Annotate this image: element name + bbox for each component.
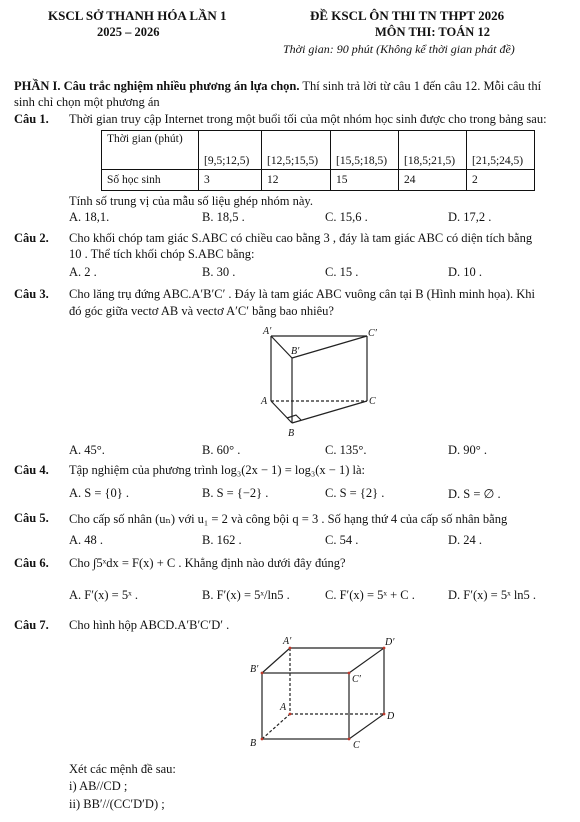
q1-label: Câu 1. bbox=[14, 112, 49, 126]
header-left-year: 2025 – 2026 bbox=[97, 25, 160, 39]
table-interval: [12,5;15,5) bbox=[262, 131, 331, 170]
q1-option-c: C. 15,6 . bbox=[325, 210, 368, 224]
box-label-d: D bbox=[387, 711, 395, 722]
box-label-a: A bbox=[280, 702, 287, 713]
parallelepiped-figure bbox=[247, 636, 407, 756]
table-interval: [15,5;18,5) bbox=[331, 131, 399, 170]
q3-option-d: D. 90° . bbox=[448, 443, 488, 457]
box-label-b: B bbox=[250, 738, 257, 749]
q1-frequency-table bbox=[101, 130, 535, 191]
q4-option-c: C. S = {2} . bbox=[325, 486, 385, 500]
table-count: 2 bbox=[467, 170, 535, 191]
q6-option-a: A. F′(x) = 5ˣ . bbox=[69, 588, 138, 602]
box-label-c-prime: C′ bbox=[352, 674, 361, 685]
q5-text: Cho cấp số nhân (uₙ) với u₁ = 2 và công bội q = 3 . Số hạng thứ 4 của cấp số nhân bằng bbox=[69, 512, 508, 526]
part1-heading bbox=[14, 79, 541, 94]
q2-option-b: B. 30 . bbox=[202, 265, 236, 279]
q4-label: Câu 4. bbox=[14, 463, 49, 477]
q6-text: Cho ∫5ˣdx = F(x) + C . Khẳng định nào dưới đây đúng? bbox=[69, 556, 346, 570]
q2-line2: 10 . Thể tích khối chóp S.ABC bằng: bbox=[69, 247, 255, 261]
q4-option-d: D. S = ∅ . bbox=[448, 487, 501, 501]
table-interval: [18,5;21,5) bbox=[399, 131, 467, 170]
q5-option-c: C. 54 . bbox=[325, 533, 359, 547]
q1-option-d: D. 17,2 . bbox=[448, 210, 492, 224]
q2-option-d: D. 10 . bbox=[448, 265, 483, 279]
q5-option-a: A. 48 . bbox=[69, 533, 104, 547]
q3-option-a: A. 45°. bbox=[69, 443, 105, 457]
q1-text: Thời gian truy cập Internet trong một buổi tối của một nhóm học sinh được cho trong bảng sau: bbox=[69, 112, 547, 126]
q7-text: Cho hình hộp ABCD.A′B′C′D′ . bbox=[69, 618, 230, 632]
q2-label: Câu 2. bbox=[14, 231, 49, 245]
prism-label-c: C bbox=[369, 396, 376, 407]
header-right-subject: MÔN THI: TOÁN 12 bbox=[375, 25, 490, 39]
prism-label-b: B bbox=[288, 428, 295, 439]
prism-label-a-prime: A′ bbox=[263, 326, 272, 337]
table-count: 12 bbox=[262, 170, 331, 191]
q7-statements-intro: Xét các mệnh đề sau: bbox=[69, 762, 176, 776]
part1-title: PHẦN I. Câu trắc nghiệm nhiều phương án lựa chọn. bbox=[14, 79, 300, 93]
table-interval: [21,5;24,5) bbox=[467, 131, 535, 170]
prism-figure bbox=[255, 326, 395, 441]
q6-label: Câu 6. bbox=[14, 556, 49, 570]
box-label-c: C bbox=[353, 740, 360, 751]
q5-option-b: B. 162 . bbox=[202, 533, 242, 547]
q4-option-a: A. S = {0} . bbox=[69, 486, 130, 500]
prism-label-a: A bbox=[261, 396, 268, 407]
q4-option-b: B. S = {−2} . bbox=[202, 486, 269, 500]
table-count: 3 bbox=[199, 170, 262, 191]
box-label-a-prime: A′ bbox=[283, 636, 292, 647]
table-count: 15 bbox=[331, 170, 399, 191]
table-interval: [9,5;12,5) bbox=[199, 131, 262, 170]
q3-line2: đó góc giữa vectơ AB và vectơ A′C′ bằng bao nhiêu? bbox=[69, 304, 334, 318]
q6-option-d: D. F′(x) = 5ˣ ln5 . bbox=[448, 588, 537, 602]
q2-option-a: A. 2 . bbox=[69, 265, 97, 279]
q6-option-b: B. F′(x) = 5ˣ/ln5 . bbox=[202, 588, 290, 602]
header-right-time: Thời gian: 90 phút (Không kể thời gian phát đề) bbox=[283, 42, 515, 56]
prism-label-b-prime: B′ bbox=[291, 346, 300, 357]
q7-statement-i: i) AB//CD ; bbox=[69, 779, 128, 793]
prism-label-c-prime: C′ bbox=[368, 328, 377, 339]
q6-option-c: C. F′(x) = 5ˣ + C . bbox=[325, 588, 415, 602]
header-right-title: ĐỀ KSCL ÔN THI TN THPT 2026 bbox=[310, 8, 505, 23]
q1-question: Tính số trung vị của mẫu số liệu ghép nhóm này. bbox=[69, 194, 313, 208]
q5-label: Câu 5. bbox=[14, 511, 49, 525]
q3-label: Câu 3. bbox=[14, 287, 49, 301]
part1-instruction-a: Thí sinh trả lời từ câu 1 đến câu 12. Mỗi câu thí bbox=[299, 79, 542, 93]
q7-label: Câu 7. bbox=[14, 618, 49, 632]
table-header-cell: Thời gian (phút) bbox=[102, 131, 199, 170]
box-label-d-prime: D′ bbox=[385, 637, 395, 648]
q2-line1: Cho khối chóp tam giác S.ABC có chiều cao bằng 3 , đáy là tam giác ABC có diện tích bằng bbox=[69, 231, 533, 245]
q7-statement-ii: ii) BB′//(CC′D′D) ; bbox=[69, 797, 165, 811]
q3-option-c: C. 135°. bbox=[325, 443, 367, 457]
q1-option-a: A. 18,1. bbox=[69, 210, 110, 224]
q5-option-d: D. 24 . bbox=[448, 533, 483, 547]
table-row-label: Số học sinh bbox=[102, 170, 199, 191]
box-label-b-prime: B′ bbox=[250, 664, 259, 675]
part1-instruction-b: sinh chỉ chọn một phương án bbox=[14, 95, 160, 109]
q2-option-c: C. 15 . bbox=[325, 265, 359, 279]
q3-line1: Cho lăng trụ đứng ABC.A′B′C′ . Đáy là tam giác ABC vuông cân tại B (Hình minh họa). Khi bbox=[69, 287, 535, 301]
q4-text: Tập nghiệm của phương trình log₃(2x − 1) = log₃(x − 1) là: bbox=[69, 463, 365, 477]
header-left-title: KSCL SỞ THANH HÓA LẦN 1 bbox=[48, 8, 227, 23]
table-count: 24 bbox=[399, 170, 467, 191]
q3-option-b: B. 60° . bbox=[202, 443, 241, 457]
q1-option-b: B. 18,5 . bbox=[202, 210, 245, 224]
